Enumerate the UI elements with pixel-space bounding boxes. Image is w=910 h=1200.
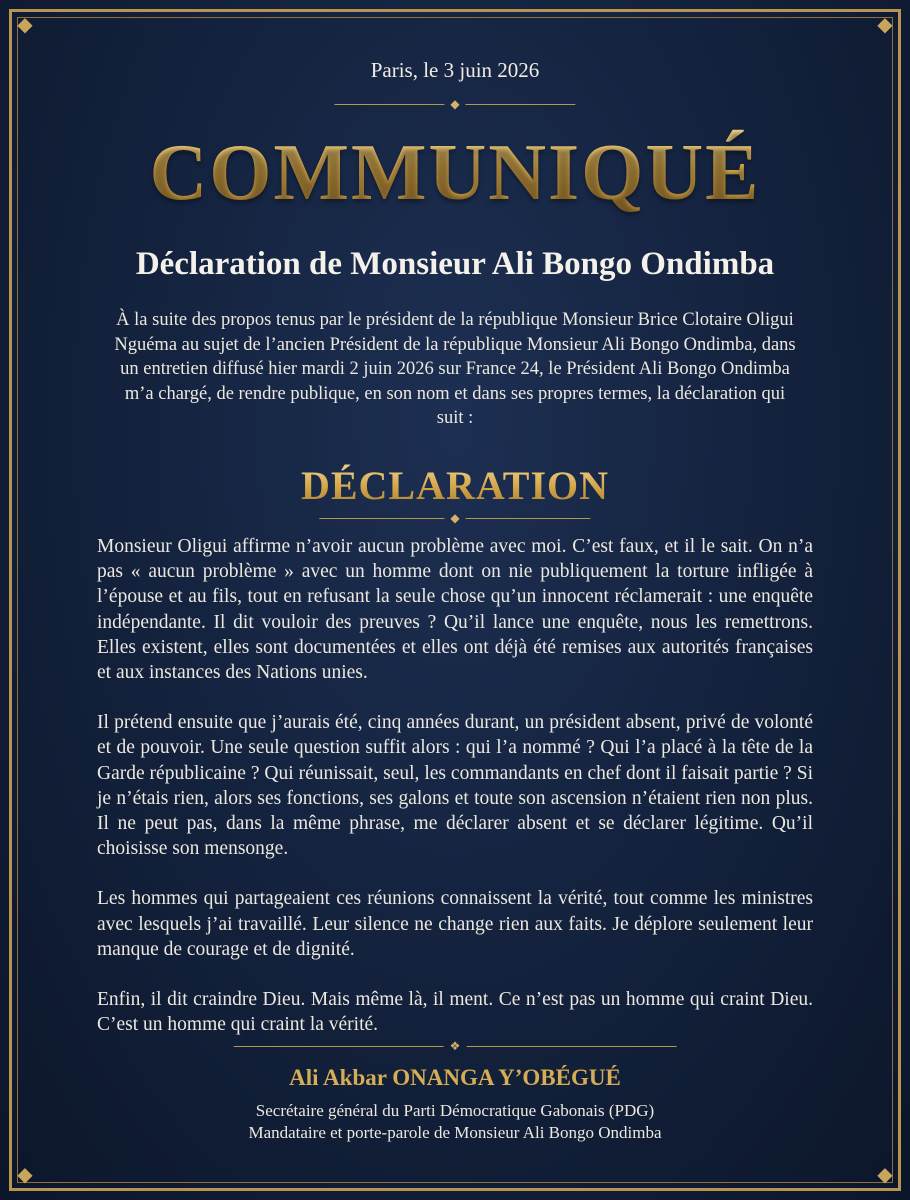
ornament-divider <box>334 98 575 110</box>
declaration-paragraph: Monsieur Oligui affirme n’avoir aucun problème avec moi. C’est faux, et il le sait. On n’a pas « aucun problème » avec un homme dont on nie publiquement la torture infligée à l’épouse et au fils, tout en refusant la seule chose qu’un innocent réclamerait : une enquête indépendante. Il dit vouloir des preuves ? Qu’il lance une enquête, nous les remettrons. Elles existent, elles sont documentées et elles ont déjà été remises aux autorités françaises et aux instances des Nations unies. <box>97 536 813 684</box>
diamond-icon: ◆ <box>450 511 460 525</box>
declaration-paragraph: Les hommes qui partageaient ces réunions connaissent la vérité, tout comme les ministres avec lesquels j’ai travaillé. Leur silence ne change rien aux faits. Je déplore seulement leur manque de courage et de dignité. <box>97 888 813 960</box>
diamond-icon: ◆ <box>450 97 460 111</box>
corner-ornament-icon: ◆ <box>877 14 893 36</box>
declaration-body <box>97 534 813 1062</box>
ornament-divider <box>319 512 590 524</box>
corner-ornament-icon: ◆ <box>17 1164 33 1186</box>
declaration-paragraph: Enfin, il dit craindre Dieu. Mais même là, il ment. Ce n’est pas un homme qui craint Dieu. C’est un homme qui craint la vérité. <box>97 989 813 1036</box>
signatory-name: Ali Akbar ONANGA Y’OBÉGUÉ <box>289 1065 621 1090</box>
ornament-divider <box>234 1040 677 1052</box>
signatory-mandate: Mandataire et porte-parole de Monsieur Ali Bongo Ondimba <box>248 1123 662 1142</box>
page-title: COMMUNIQUÉ <box>0 128 910 219</box>
page-subtitle: Déclaration de Monsieur Ali Bongo Ondimba <box>135 246 775 282</box>
corner-ornament-icon: ◆ <box>877 1164 893 1186</box>
intro-paragraph: À la suite des propos tenus par le président de la république Monsieur Brice Clotaire Oligui Nguéma au sujet de l’ancien Président de la république Monsieur Ali Bongo Ondimba, dans un entretien diffusé hier mardi 2 juin 2026 sur France 24, le Président Ali Bongo Ondimba m’a chargé, de rendre publique, en son nom et dans ses propres termes, la déclaration qui suit : <box>114 310 796 428</box>
declaration-paragraph: Il prétend ensuite que j’aurais été, cinq années durant, un président absent, privé de volonté et de pouvoir. Une seule question suffit alors : qui l’a nommé ? Qui l’a placé à la tête de la Garde républicaine ? Qui réunissait, seul, les commandants en chef dont il faisait partie ? Si je n’étais rien, alors ses fonctions, ses galons et toute son ascension n’étaient rien non plus. Il ne peut pas, dans la même phrase, me déclarer absent et se déclarer légitime. Qu’il choisisse son mensonge. <box>97 712 813 860</box>
corner-ornament-icon: ◆ <box>17 14 33 36</box>
section-title: DÉCLARATION <box>0 462 910 509</box>
diamond-icon: ❖ <box>449 1039 461 1053</box>
signatory-role: Secrétaire général du Parti Démocratique Gabonais (PDG) <box>255 1101 655 1120</box>
date-line: Paris, le 3 juin 2026 <box>370 58 540 82</box>
